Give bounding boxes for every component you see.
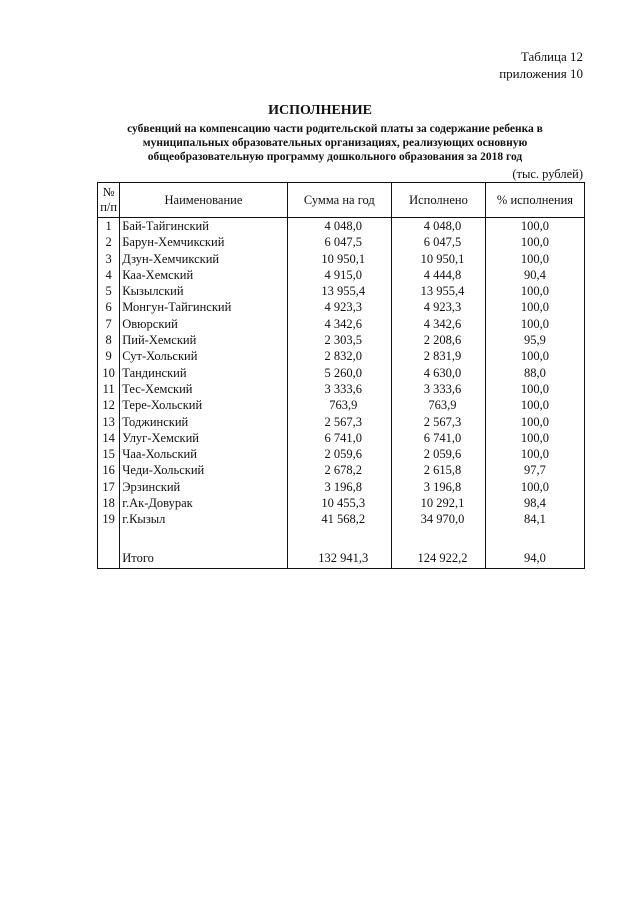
cell-name: Тандинский [120, 365, 287, 381]
cell-sum: 4 342,6 [287, 316, 391, 332]
cell-number: 2 [98, 234, 120, 250]
table-header-row [98, 183, 585, 218]
cell-executed: 4 923,3 [391, 299, 485, 315]
table-row [98, 251, 585, 267]
cell-executed: 4 048,0 [391, 218, 485, 235]
table-row [98, 299, 585, 315]
cell-percent: 100,0 [485, 430, 584, 446]
cell-sum: 2 832,0 [287, 348, 391, 364]
cell-executed: 6 047,5 [391, 234, 485, 250]
total-percent: 94,0 [485, 548, 584, 569]
table-row [98, 414, 585, 430]
header-sum: Сумма на год [287, 183, 391, 218]
cell-percent: 100,0 [485, 414, 584, 430]
total-label: Итого [120, 548, 287, 569]
cell-sum: 10 455,3 [287, 495, 391, 511]
cell-percent: 90,4 [485, 267, 584, 283]
cell-name: Чаа-Хольский [120, 446, 287, 462]
cell-percent: 100,0 [485, 348, 584, 364]
cell-percent: 100,0 [485, 381, 584, 397]
cell-name: Овюрский [120, 316, 287, 332]
cell-percent: 98,4 [485, 495, 584, 511]
cell-sum: 13 955,4 [287, 283, 391, 299]
header-number: № п/п [98, 183, 120, 218]
cell-sum: 4 048,0 [287, 218, 391, 235]
table-row [98, 234, 585, 250]
cell-name: Тес-Хемский [120, 381, 287, 397]
cell-executed: 2 567,3 [391, 414, 485, 430]
table-row [98, 218, 585, 235]
cell-number: 13 [98, 414, 120, 430]
cell-number: 9 [98, 348, 120, 364]
document-subtitle: субвенций на компенсацию части родительской платы за содержание ребенка в муниципальных образовательных организациях, реализующих основную общеобразовательную программу дошкольного образования за 2018 год [127, 123, 543, 163]
table-row [98, 479, 585, 495]
cell-number: 15 [98, 446, 120, 462]
cell-percent: 100,0 [485, 299, 584, 315]
cell-sum: 2 567,3 [287, 414, 391, 430]
table-row [98, 397, 585, 413]
cell-percent: 100,0 [485, 316, 584, 332]
cell-percent: 100,0 [485, 446, 584, 462]
cell-number: 18 [98, 495, 120, 511]
table-row [98, 267, 585, 283]
cell-executed: 6 741,0 [391, 430, 485, 446]
cell-name: Улуг-Хемский [120, 430, 287, 446]
cell-sum: 4 915,0 [287, 267, 391, 283]
table-row [98, 462, 585, 478]
cell-number: 3 [98, 251, 120, 267]
header-name: Наименование [120, 183, 287, 218]
table-row [98, 365, 585, 381]
cell-name: Тере-Хольский [120, 397, 287, 413]
cell-number: 14 [98, 430, 120, 446]
cell-sum: 3 333,6 [287, 381, 391, 397]
cell-sum: 2 678,2 [287, 462, 391, 478]
cell-executed: 10 292,1 [391, 495, 485, 511]
total-row [98, 548, 585, 569]
cell-percent: 100,0 [485, 218, 584, 235]
cell-percent: 84,1 [485, 511, 584, 527]
table-row [98, 446, 585, 462]
unit-note: (тыс. рублей) [512, 167, 583, 181]
cell-percent: 100,0 [485, 234, 584, 250]
document-reference-table: Таблица 12 [520, 49, 583, 64]
cell-percent: 95,9 [485, 332, 584, 348]
cell-name: Монгун-Тайгинский [120, 299, 287, 315]
cell-sum: 763,9 [287, 397, 391, 413]
cell-executed: 763,9 [391, 397, 485, 413]
total-sum: 132 941,3 [287, 548, 391, 569]
cell-number: 10 [98, 365, 120, 381]
table-row [98, 381, 585, 397]
cell-executed: 2 615,8 [391, 462, 485, 478]
cell-executed: 4 630,0 [391, 365, 485, 381]
cell-number [98, 548, 120, 569]
cell-percent: 88,0 [485, 365, 584, 381]
cell-number: 1 [98, 218, 120, 235]
cell-executed: 13 955,4 [391, 283, 485, 299]
cell-name: г.Кызыл [120, 511, 287, 527]
spacer-row [98, 528, 585, 548]
cell-sum: 41 568,2 [287, 511, 391, 527]
cell-name: Сут-Хольский [120, 348, 287, 364]
document-title: ИСПОЛНЕНИЕ [268, 103, 372, 118]
header-executed: Исполнено [391, 183, 485, 218]
table-row [98, 316, 585, 332]
cell-sum: 3 196,8 [287, 479, 391, 495]
header-percent: % исполнения [485, 183, 584, 218]
cell-number: 8 [98, 332, 120, 348]
cell-sum: 6 741,0 [287, 430, 391, 446]
table-row [98, 495, 585, 511]
cell-name: Каа-Хемский [120, 267, 287, 283]
cell-executed: 2 059,6 [391, 446, 485, 462]
table-row [98, 332, 585, 348]
cell-sum: 4 923,3 [287, 299, 391, 315]
cell-number: 12 [98, 397, 120, 413]
cell-number: 17 [98, 479, 120, 495]
cell-name: Пий-Хемский [120, 332, 287, 348]
cell-executed: 4 444,8 [391, 267, 485, 283]
cell-executed: 2 208,6 [391, 332, 485, 348]
cell-name: г.Ак-Довурак [120, 495, 287, 511]
cell-executed: 3 333,6 [391, 381, 485, 397]
total-executed: 124 922,2 [391, 548, 485, 569]
cell-executed: 2 831,9 [391, 348, 485, 364]
cell-number: 19 [98, 511, 120, 527]
cell-sum: 5 260,0 [287, 365, 391, 381]
cell-sum: 10 950,1 [287, 251, 391, 267]
table-row [98, 430, 585, 446]
cell-percent: 100,0 [485, 479, 584, 495]
cell-sum: 2 059,6 [287, 446, 391, 462]
cell-name: Бай-Тайгинский [120, 218, 287, 235]
cell-number: 6 [98, 299, 120, 315]
cell-number: 5 [98, 283, 120, 299]
cell-percent: 100,0 [485, 397, 584, 413]
cell-number: 11 [98, 381, 120, 397]
cell-executed: 34 970,0 [391, 511, 485, 527]
cell-name: Кызылский [120, 283, 287, 299]
cell-percent: 100,0 [485, 251, 584, 267]
cell-executed: 10 950,1 [391, 251, 485, 267]
cell-number: 4 [98, 267, 120, 283]
cell-name: Дзун-Хемчикский [120, 251, 287, 267]
cell-sum: 2 303,5 [287, 332, 391, 348]
cell-name: Чеди-Хольский [120, 462, 287, 478]
execution-table [97, 182, 585, 569]
cell-executed: 4 342,6 [391, 316, 485, 332]
cell-number: 16 [98, 462, 120, 478]
cell-name: Эрзинский [120, 479, 287, 495]
cell-sum: 6 047,5 [287, 234, 391, 250]
cell-percent: 100,0 [485, 283, 584, 299]
table-row [98, 511, 585, 527]
cell-name: Барун-Хемчикский [120, 234, 287, 250]
document-reference-appendix: приложения 10 [499, 66, 583, 81]
cell-executed: 3 196,8 [391, 479, 485, 495]
cell-percent: 97,7 [485, 462, 584, 478]
cell-name: Тоджинский [120, 414, 287, 430]
table-row [98, 348, 585, 364]
table-row [98, 283, 585, 299]
cell-number: 7 [98, 316, 120, 332]
table-body [98, 218, 585, 569]
